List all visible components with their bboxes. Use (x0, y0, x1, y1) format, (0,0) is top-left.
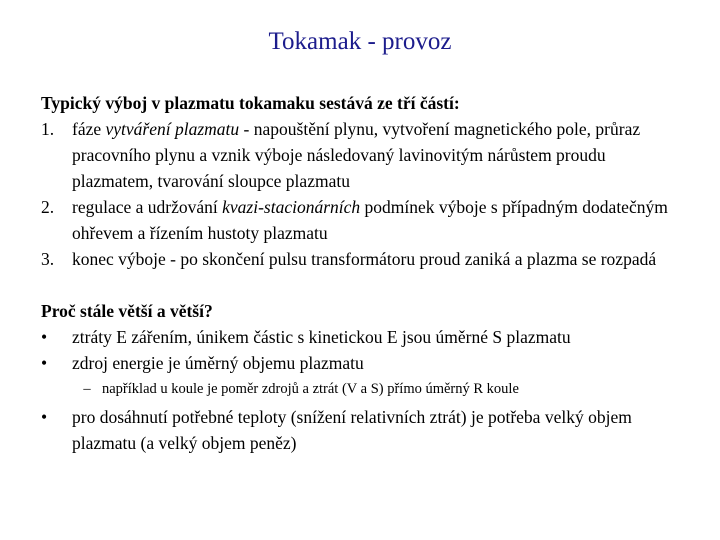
bullet-item-2 (41, 350, 691, 376)
bullet-text: ztráty E zářením, únikem částic s kinetickou E jsou úměrné S plazmatu (72, 327, 571, 347)
phase-text-emphasis: vytváření plazmatu (105, 119, 240, 139)
phase-text-post: - napouštění plynu, vytvoření magnetického pole, průraz pracovního plynu a vznik výboje následovaný lavinovitým nárůstem proudu plazmatem, tvarování sloupce plazmatu (72, 119, 641, 191)
phase-item-3 (41, 246, 691, 272)
phase-text-emphasis: kvazi-stacionárních (222, 197, 361, 217)
phase-text-post: podmínek výboje s případným dodatečným ohřevem a řízením hustoty plazmatu (72, 197, 668, 243)
phase-item-1 (41, 116, 691, 194)
phase-text (72, 116, 691, 194)
bullet-text: zdroj energie je úměrný objemu plazmatu (72, 353, 364, 373)
phase-item-2 (41, 194, 691, 246)
phase-number: 2. (41, 197, 55, 217)
spacer (41, 272, 691, 298)
phase-text-pre: konec výboje - po skončení pulsu transformátoru proud zaniká a plazma se rozpadá (72, 249, 657, 269)
bullet-item-3 (41, 404, 691, 456)
bullet-item-1 (41, 324, 691, 350)
phase-text-pre: regulace a udržování (72, 197, 223, 217)
question-heading: Proč stále větší a větší? (41, 301, 213, 321)
sub-bullet-item (41, 378, 691, 400)
sub-bullet-text: například u koule je poměr zdrojů a ztrát (V a S) přímo úměrný R koule (102, 381, 519, 397)
slide-title: Tokamak - provoz (268, 28, 452, 55)
dash-icon: – (83, 381, 91, 397)
bullet-icon: • (41, 407, 48, 427)
phase-number: 3. (41, 249, 55, 269)
phase-number: 1. (41, 119, 55, 139)
bullet-icon: • (41, 327, 48, 347)
slide-content (41, 90, 691, 456)
phase-text (72, 194, 691, 246)
bullet-text: pro dosáhnutí potřebné teploty (snížení relativních ztrát) je potřeba velký objem plazmatu (a velký objem peněz) (72, 407, 632, 453)
phase-text-pre: fáze (72, 119, 106, 139)
bullet-icon: • (41, 353, 48, 373)
phase-text (72, 246, 691, 272)
intro-line: Typický výboj v plazmatu tokamaku sestává ze tří částí: (41, 93, 460, 113)
